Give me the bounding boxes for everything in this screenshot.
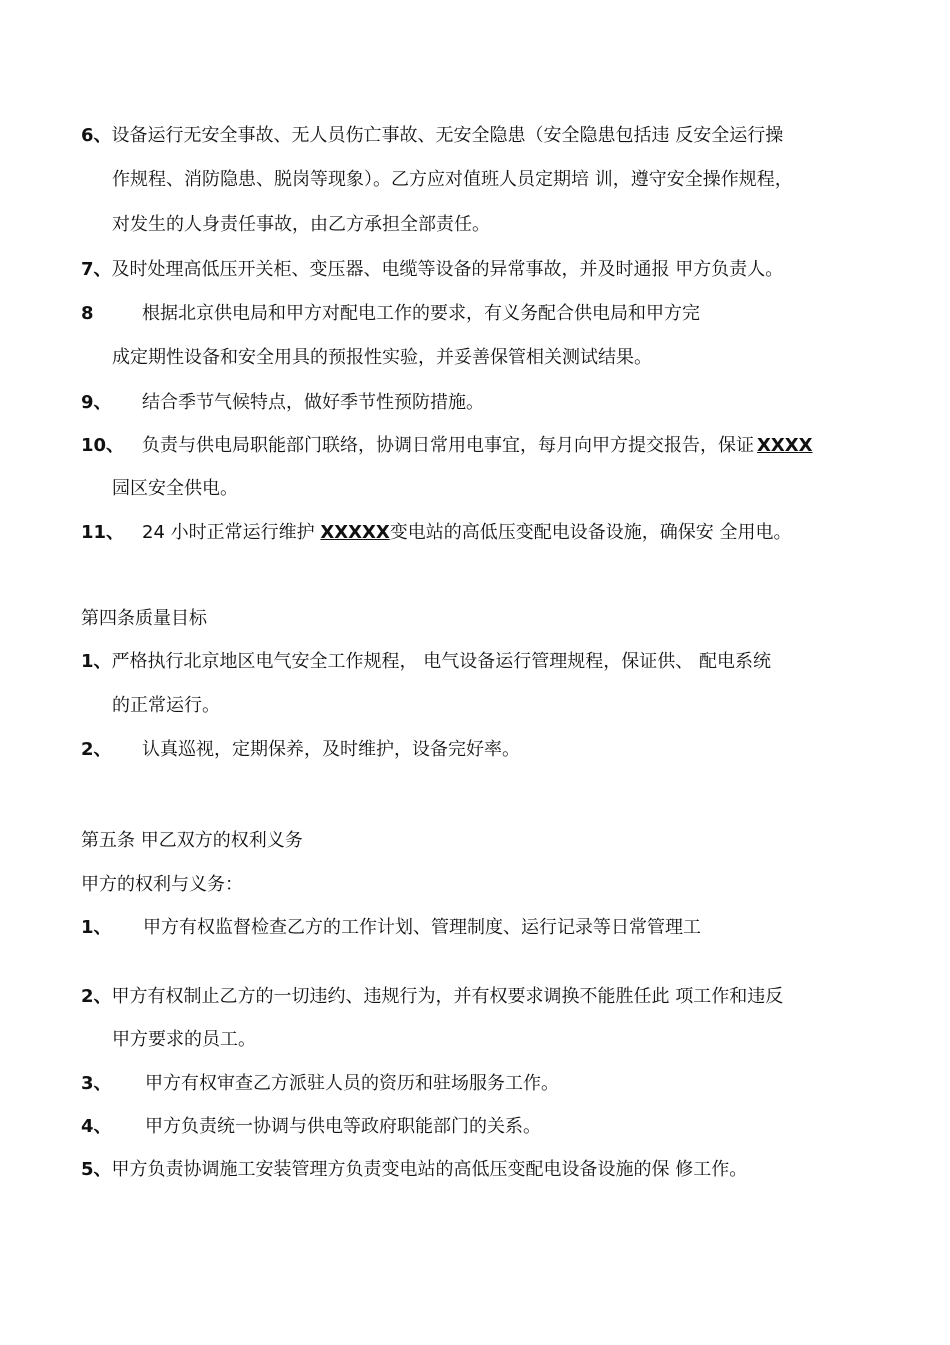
s5-item-2-line-1 [81,985,783,1009]
s5-item-3 [81,1072,559,1096]
section-4-title: 第四条质量目标 [81,608,207,629]
item-8-line-1 [81,302,700,326]
item-number: 11、 [81,522,125,543]
item-number: 8 [81,303,94,324]
item-number: 3、 [81,1073,112,1094]
item-number: 4、 [81,1116,112,1137]
item-text: 认真巡视，定期保养，及时维护，设备完好率。 [142,739,520,760]
item-6-line-3: 对发生的人身责任事故，由乙方承担全部责任。 [112,214,490,235]
item-7 [81,258,783,282]
item-6-line-1 [81,124,783,148]
item-text: 负责与供电局职能部门联络，协调日常用电事宜，每月向甲方提交报告，保证 [142,435,754,456]
s5-item-5 [81,1158,747,1182]
item-number: 9、 [81,392,112,413]
item-11 [81,521,791,545]
item-10-line-1 [81,434,813,458]
s4-item-1-line-1 [81,650,771,674]
item-number: 7、 [81,259,112,280]
item-number: 10、 [81,435,125,456]
item-number: 1、 [81,651,112,672]
item-number: 2、 [81,986,112,1007]
s4-item-2 [81,738,520,762]
item-text: 及时处理高低压开关柜、变压器、电缆等设备的异常事故，并及时通报 甲方负责人。 [111,259,784,280]
item-text-pre: 24 小时正常运行维护 [142,522,321,543]
placeholder-xxxxx: XXXXX [320,522,390,543]
item-number: 1、 [81,917,112,938]
section-5-subtitle: 甲方的权利与义务： [81,874,243,895]
item-number: 2、 [81,739,112,760]
item-8-line-2: 成定期性设备和安全用具的预报性实验，并妥善保管相关测试结果。 [112,347,652,368]
item-text: 甲方有权监督检查乙方的工作计划、管理制度、运行记录等日常管理工 [143,917,701,938]
item-text: 甲方有权制止乙方的一切违约、违规行为，并有权要求调换不能胜任此 项工作和违反 [111,986,784,1007]
item-text: 设备运行无安全事故、无人员伤亡事故、无安全隐患（安全隐患包括违 反安全运行操 [111,125,784,146]
item-text: 甲方负责统一协调与供电等政府职能部门的关系。 [145,1116,541,1137]
item-number: 5、 [81,1159,112,1180]
item-text: 甲方有权审查乙方派驻人员的资历和驻场服务工作。 [145,1073,559,1094]
s4-item-1-line-2: 的正常运行。 [112,695,220,716]
item-number: 6、 [81,125,112,146]
item-10-line-2: 园区安全供电。 [112,478,238,499]
item-text: 严格执行北京地区电气安全工作规程， 电气设备运行管理规程，保证供、 配电系统 [111,651,771,672]
item-text: 根据北京供电局和甲方对配电工作的要求，有义务配合供电局和甲方完 [142,303,700,324]
item-6-line-2: 作规程、消防隐患、脱岗等现象）。乙方应对值班人员定期培 训，遵守安全操作规程， [112,169,793,190]
item-9 [81,391,484,415]
s5-item-1 [81,916,701,940]
section-5-title: 第五条 甲乙双方的权利义务 [81,830,303,851]
s5-item-2-line-2: 甲方要求的员工。 [112,1029,256,1050]
placeholder-xxxx: XXXX [757,435,813,456]
s5-item-4 [81,1115,541,1139]
item-text: 结合季节气候特点，做好季节性预防措施。 [142,392,484,413]
item-text-post: 变电站的高低压变配电设备设施，确保安 全用电。 [389,522,792,543]
item-text: 甲方负责协调施工安装管理方负责变电站的高低压变配电设备设施的保 修工作。 [111,1159,748,1180]
